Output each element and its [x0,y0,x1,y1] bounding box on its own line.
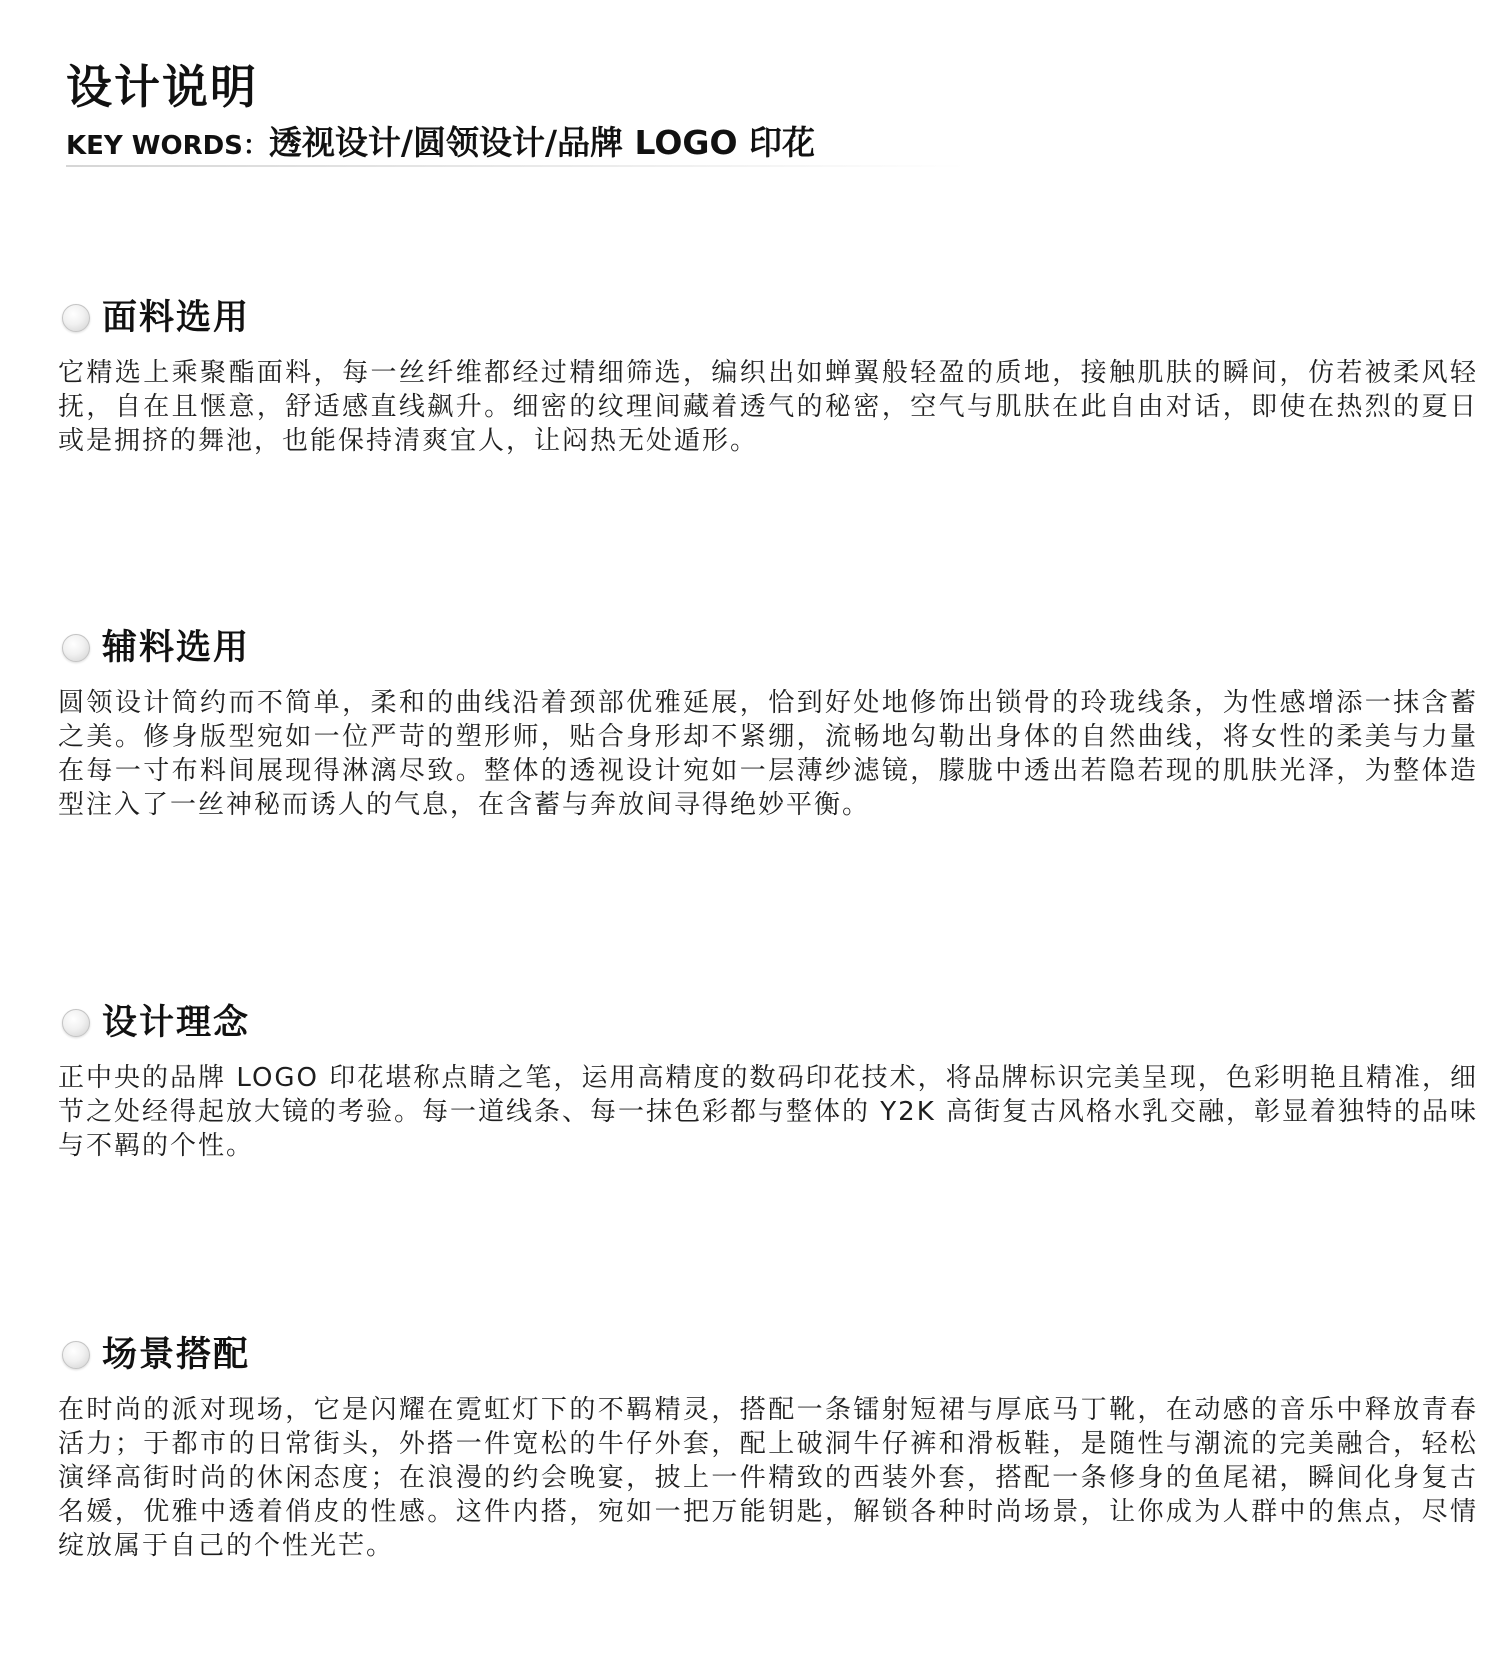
header-divider [66,165,966,167]
keywords-value: 透视设计/圆领设计/品牌 LOGO 印花 [268,123,816,162]
section-heading [58,1333,1478,1377]
bullet-circle-icon [62,634,90,662]
section-fabric [58,296,1478,458]
section-title: 设计理念 [102,1002,251,1043]
section-body: 在时尚的派对现场，它是闪耀在霓虹灯下的不羁精灵，搭配一条镭射短裙与厚底马丁靴，在动感的音乐中释放青春活力；于都市的日常街头，外搭一件宽松的牛仔外套，配上破洞牛仔裤和滑板鞋，是随性与潮流的完美融合，轻松演绎高街时尚的休闲态度；在浪漫的约会晚宴，披上一件精致的西装外套，搭配一条修身的鱼尾裙，瞬间化身复古名媛，优雅中透着俏皮的性感。这件内搭，宛如一把万能钥匙，解锁各种时尚场景，让你成为人群中的焦点，尽情绽放属于自己的个性光芒。 [58,1395,1478,1561]
section-accessories [58,626,1478,822]
keywords-line [66,123,966,162]
bullet-circle-icon [62,1009,90,1037]
section-scene-matching [58,1333,1478,1563]
section-design-concept [58,1001,1478,1163]
bullet-circle-icon [62,304,90,332]
page-title: 设计说明 [66,60,258,114]
section-heading [58,626,1478,670]
keywords-label: KEY WORDS： [66,131,269,161]
section-title: 场景搭配 [102,1334,251,1375]
section-body: 它精选上乘聚酯面料，每一丝纤维都经过精细筛选，编织出如蝉翼般轻盈的质地，接触肌肤的瞬间，仿若被柔风轻抚，自在且惬意，舒适感直线飙升。细密的纹理间藏着透气的秘密，空气与肌肤在此自由对话，即使在热烈的夏日或是拥挤的舞池，也能保持清爽宜人，让闷热无处遁形。 [58,358,1478,456]
section-title: 面料选用 [102,297,251,338]
section-title: 辅料选用 [102,627,251,668]
section-body: 圆领设计简约而不简单，柔和的曲线沿着颈部优雅延展，恰到好处地修饰出锁骨的玲珑线条，为性感增添一抹含蓄之美。修身版型宛如一位严苛的塑形师，贴合身形却不紧绷，流畅地勾勒出身体的自然曲线，将女性的柔美与力量在每一寸布料间展现得淋漓尽致。整体的透视设计宛如一层薄纱滤镜，朦胧中透出若隐若现的肌肤光泽，为整体造型注入了一丝神秘而诱人的气息，在含蓄与奔放间寻得绝妙平衡。 [58,688,1478,820]
section-heading [58,1001,1478,1045]
page-header [66,60,966,167]
bullet-circle-icon [62,1341,90,1369]
section-body: 正中央的品牌 LOGO 印花堪称点睛之笔，运用高精度的数码印花技术，将品牌标识完美呈现，色彩明艳且精准，细节之处经得起放大镜的考验。每一道线条、每一抹色彩都与整体的 Y2K 高街复古风格水乳交融，彰显着独特的品味与不羁的个性。 [58,1063,1479,1161]
section-heading [58,296,1478,340]
